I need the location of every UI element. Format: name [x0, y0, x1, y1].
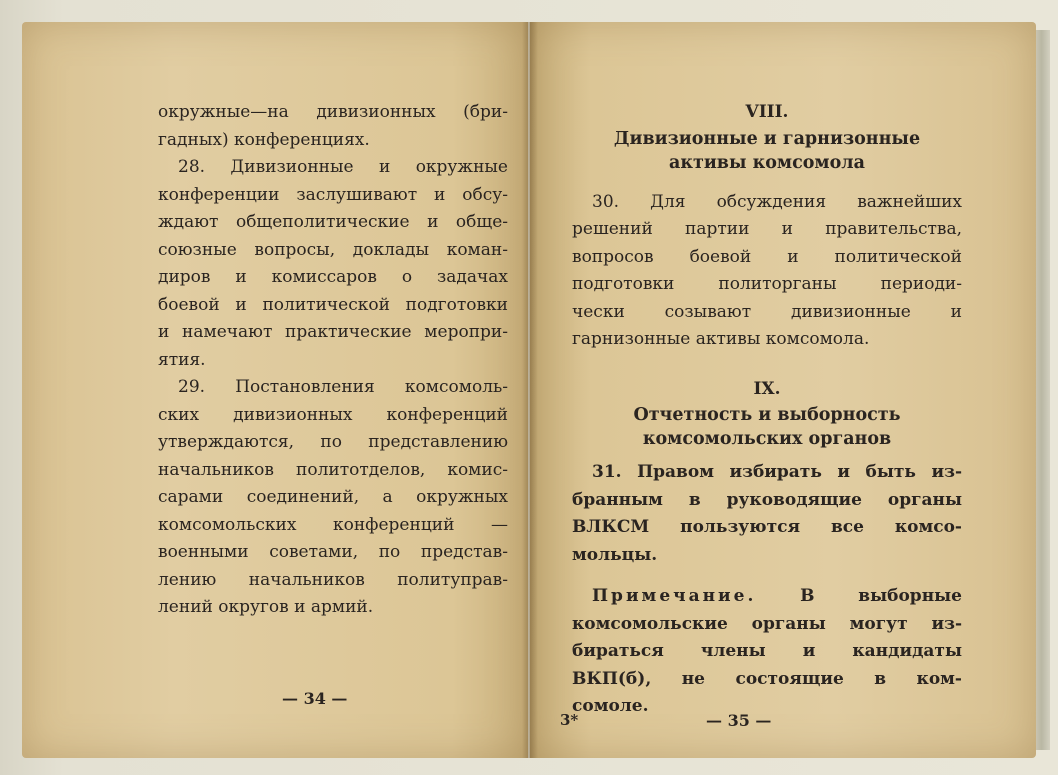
text-line: диров и комиссаров о задачах — [158, 267, 508, 287]
text-line: сомоле. — [572, 696, 649, 716]
section-title-line: активы комсомола — [669, 152, 865, 173]
page-number: — 34 — — [282, 689, 348, 708]
right-page — [530, 22, 1036, 758]
text-line: ятия. — [158, 349, 206, 370]
text-line: ВКП(б), не состоящие в ком- — [572, 668, 962, 689]
section-number: IX. — [753, 378, 781, 399]
text-line: окружные—на дивизионных (бри- — [158, 102, 508, 122]
text-line: вопросов боевой и политической — [572, 246, 962, 267]
section-number: VIII. — [745, 102, 789, 122]
text-line: лению начальников политуправ- — [158, 569, 508, 590]
text-line: военными советами, по представ- — [158, 542, 508, 562]
book-gutter — [522, 22, 538, 758]
text-line: комсомольские органы могут из- — [572, 613, 962, 634]
text-line: 31. Правом избирать и быть из- — [592, 462, 962, 482]
text-line: лений округов и армий. — [158, 597, 374, 617]
text-line: бранным в руководящие органы — [572, 489, 962, 510]
text-line: конференции заслушивают и обсу- — [158, 184, 508, 205]
text-line: ВЛКСМ пользуются все комсо- — [572, 517, 962, 537]
text-line: гарнизонные активы комсомола. — [572, 329, 870, 349]
section-title-line: комсомольских органов — [642, 429, 892, 449]
right-page-text — [572, 99, 962, 721]
left-page — [22, 22, 528, 758]
page-number: — 35 — — [706, 711, 772, 730]
text-line: утверждаются, по представлению — [158, 432, 508, 452]
text-line: боевой и политической подготовки — [158, 294, 508, 315]
text-line: 30. Для обсуждения важнейших — [592, 191, 962, 212]
left-page-text — [158, 99, 508, 622]
text-line: союзные вопросы, доклады коман- — [158, 239, 508, 260]
text-line: 29. Постановления комсомоль- — [178, 377, 508, 397]
text-line: чески созывают дивизионные и — [572, 301, 962, 322]
text-line: бираться члены и кандидаты — [572, 641, 962, 661]
note-text: В выборные — [800, 586, 962, 606]
text-line: подготовки политорганы периоди- — [572, 274, 962, 294]
note-first-line — [572, 583, 962, 611]
text-line: 28. Дивизионные и окружные — [178, 157, 508, 177]
text-line: ждают общеполитические и обще- — [158, 212, 508, 232]
book-edge — [1036, 30, 1050, 750]
text-line: решений партии и правительства, — [572, 219, 962, 239]
text-line: и намечают практические меропри- — [158, 322, 508, 342]
text-line: комсомольских конференций — — [158, 514, 508, 535]
text-line: начальников политотделов, комис- — [158, 459, 508, 480]
text-line: мольцы. — [572, 544, 658, 565]
section-title-line: Отчетность и выборность — [633, 405, 901, 425]
text-line: ских дивизионных конференций — [158, 404, 508, 425]
signature-mark: 3* — [560, 711, 579, 729]
text-line: сарами соединений, а окружных — [158, 487, 508, 507]
text-line: гадных) конференциях. — [158, 129, 370, 150]
note-label: Примечание. — [592, 586, 757, 606]
section-title-line: Дивизионные и гарнизонные — [613, 128, 921, 149]
